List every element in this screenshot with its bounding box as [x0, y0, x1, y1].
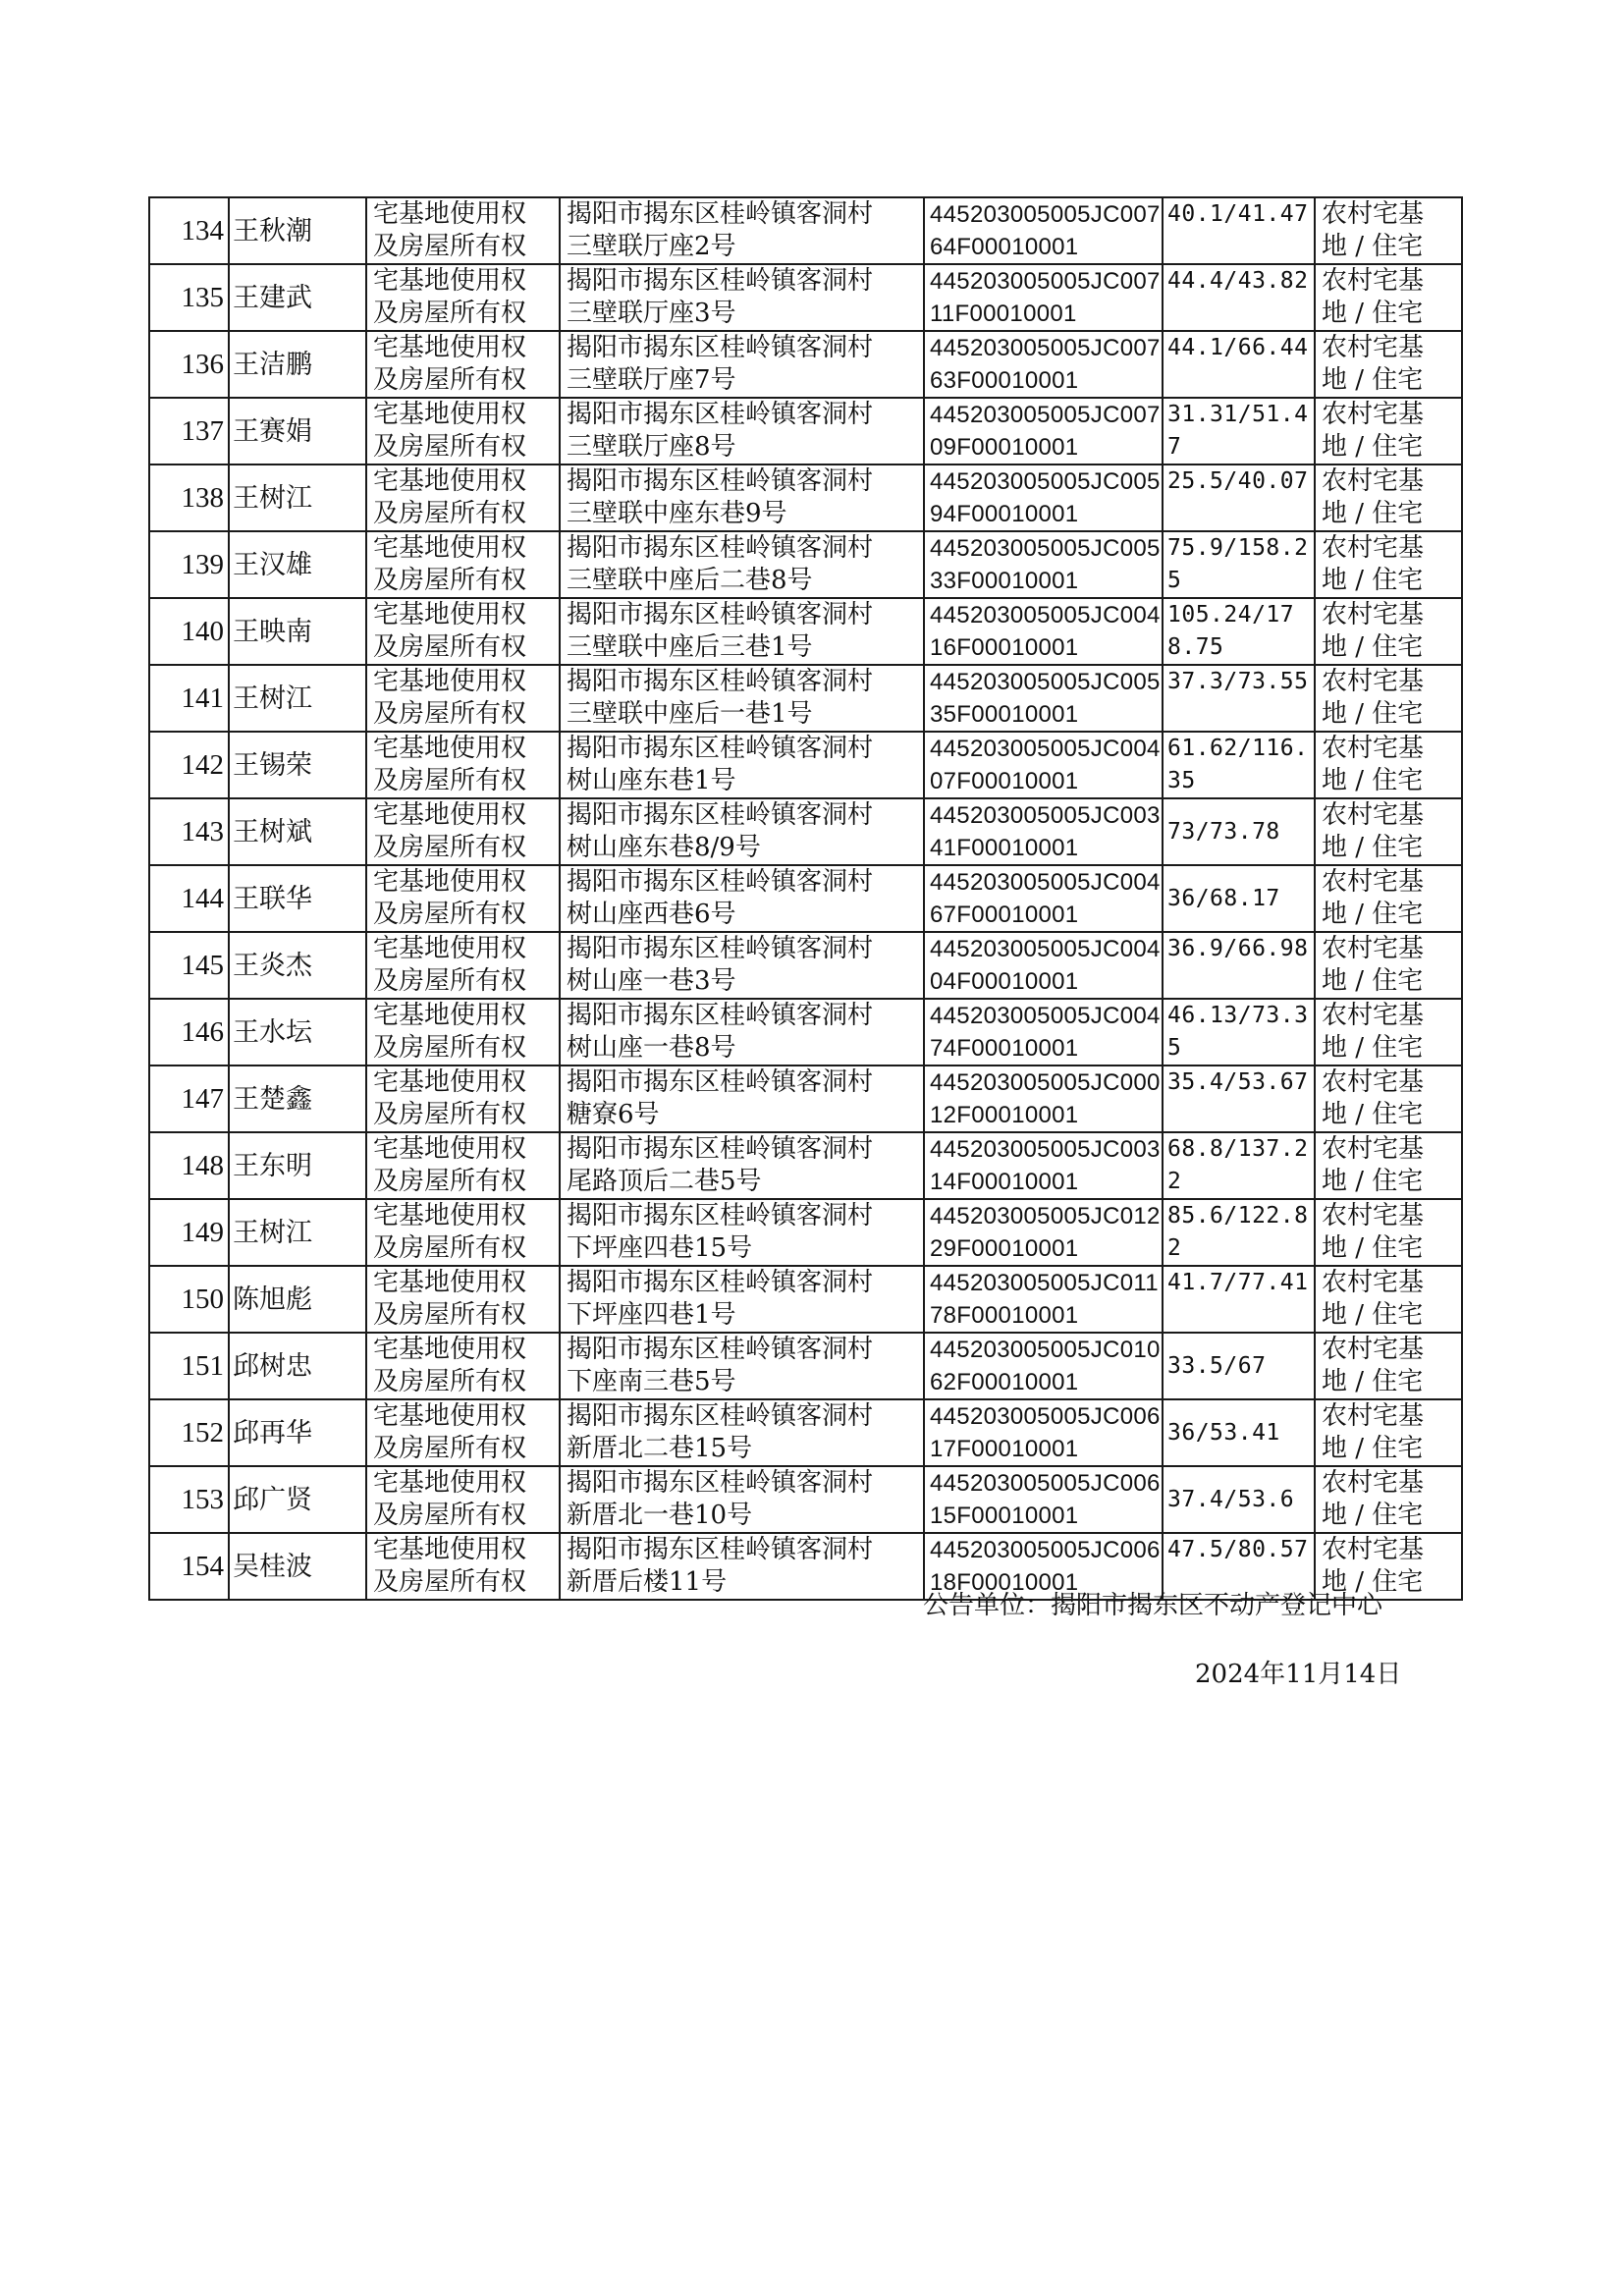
- property-address: 揭阳市揭东区桂岭镇客洞村 树山座一巷3号: [560, 932, 924, 999]
- unit-number: 445203005005JC00341F00010001: [924, 798, 1163, 865]
- owner-name: 王树江: [229, 1199, 366, 1266]
- area-value: 75.9/158.25: [1163, 531, 1315, 598]
- land-use: 农村宅基 地 / 住宅: [1315, 1399, 1462, 1466]
- area-value: 36/53.41: [1163, 1399, 1315, 1466]
- right-type: 宅基地使用权 及房屋所有权: [366, 598, 560, 665]
- row-number: 148: [149, 1132, 229, 1199]
- property-address: 揭阳市揭东区桂岭镇客洞村 三壁联中座东巷9号: [560, 464, 924, 531]
- unit-number: 445203005005JC00535F00010001: [924, 665, 1163, 732]
- right-type: 宅基地使用权 及房屋所有权: [366, 1066, 560, 1132]
- row-number: 138: [149, 464, 229, 531]
- right-type: 宅基地使用权 及房屋所有权: [366, 264, 560, 331]
- area-value: 85.6/122.82: [1163, 1199, 1315, 1266]
- land-use: 农村宅基 地 / 住宅: [1315, 1132, 1462, 1199]
- table-row: [149, 1199, 1462, 1266]
- table-row: [149, 1399, 1462, 1466]
- table-row: [149, 331, 1462, 398]
- unit-number: 445203005005JC00404F00010001: [924, 932, 1163, 999]
- property-address: 揭阳市揭东区桂岭镇客洞村 新厝北二巷15号: [560, 1399, 924, 1466]
- owner-name: 王东明: [229, 1132, 366, 1199]
- row-number: 134: [149, 197, 229, 264]
- property-address: 揭阳市揭东区桂岭镇客洞村 树山座东巷1号: [560, 732, 924, 798]
- owner-name: 王洁鹏: [229, 331, 366, 398]
- land-use: 农村宅基 地 / 住宅: [1315, 999, 1462, 1066]
- area-value: 33.5/67: [1163, 1333, 1315, 1399]
- table-row: [149, 865, 1462, 932]
- unit-number: 445203005005JC00012F00010001: [924, 1066, 1163, 1132]
- property-address: 揭阳市揭东区桂岭镇客洞村 下坪座四巷15号: [560, 1199, 924, 1266]
- owner-name: 王树江: [229, 665, 366, 732]
- right-type: 宅基地使用权 及房屋所有权: [366, 1399, 560, 1466]
- right-type: 宅基地使用权 及房屋所有权: [366, 732, 560, 798]
- right-type: 宅基地使用权 及房屋所有权: [366, 865, 560, 932]
- right-type: 宅基地使用权 及房屋所有权: [366, 999, 560, 1066]
- land-use: 农村宅基 地 / 住宅: [1315, 1066, 1462, 1132]
- table-row: [149, 197, 1462, 264]
- table-row: [149, 932, 1462, 999]
- right-type: 宅基地使用权 及房屋所有权: [366, 1533, 560, 1600]
- right-type: 宅基地使用权 及房屋所有权: [366, 464, 560, 531]
- row-number: 151: [149, 1333, 229, 1399]
- row-number: 146: [149, 999, 229, 1066]
- table-row: [149, 1266, 1462, 1333]
- land-use: 农村宅基 地 / 住宅: [1315, 331, 1462, 398]
- land-use: 农村宅基 地 / 住宅: [1315, 1466, 1462, 1533]
- owner-name: 王树斌: [229, 798, 366, 865]
- right-type: 宅基地使用权 及房屋所有权: [366, 1132, 560, 1199]
- property-address: 揭阳市揭东区桂岭镇客洞村 三壁联厅座3号: [560, 264, 924, 331]
- owner-name: 王建武: [229, 264, 366, 331]
- registration-notice-table: [148, 196, 1463, 1601]
- property-address: 揭阳市揭东区桂岭镇客洞村 三壁联厅座7号: [560, 331, 924, 398]
- table-row: [149, 1333, 1462, 1399]
- area-value: 73/73.78: [1163, 798, 1315, 865]
- owner-name: 王锡荣: [229, 732, 366, 798]
- right-type: 宅基地使用权 及房屋所有权: [366, 798, 560, 865]
- unit-number: 445203005005JC00764F00010001: [924, 197, 1163, 264]
- right-type: 宅基地使用权 及房屋所有权: [366, 1199, 560, 1266]
- owner-name: 王秋潮: [229, 197, 366, 264]
- unit-number: 445203005005JC00711F00010001: [924, 264, 1163, 331]
- area-value: 61.62/116.35: [1163, 732, 1315, 798]
- right-type: 宅基地使用权 及房屋所有权: [366, 665, 560, 732]
- unit-number: 445203005005JC00617F00010001: [924, 1399, 1163, 1466]
- land-use: 农村宅基 地 / 住宅: [1315, 464, 1462, 531]
- row-number: 135: [149, 264, 229, 331]
- property-address: 揭阳市揭东区桂岭镇客洞村 糖寮6号: [560, 1066, 924, 1132]
- unit-number: 445203005005JC01229F00010001: [924, 1199, 1163, 1266]
- row-number: 150: [149, 1266, 229, 1333]
- area-value: 68.8/137.22: [1163, 1132, 1315, 1199]
- land-use: 农村宅基 地 / 住宅: [1315, 798, 1462, 865]
- unit-number: 445203005005JC00533F00010001: [924, 531, 1163, 598]
- table-row: [149, 598, 1462, 665]
- owner-name: 王联华: [229, 865, 366, 932]
- area-value: 37.3/73.55: [1163, 665, 1315, 732]
- area-value: 41.7/77.41: [1163, 1266, 1315, 1333]
- row-number: 153: [149, 1466, 229, 1533]
- owner-name: 陈旭彪: [229, 1266, 366, 1333]
- unit-number: 445203005005JC00416F00010001: [924, 598, 1163, 665]
- land-use: 农村宅基 地 / 住宅: [1315, 1266, 1462, 1333]
- row-number: 149: [149, 1199, 229, 1266]
- area-value: 47.5/80.57: [1163, 1533, 1315, 1600]
- owner-name: 邱再华: [229, 1399, 366, 1466]
- area-value: 44.4/43.82: [1163, 264, 1315, 331]
- table-row: [149, 1466, 1462, 1533]
- table-row: [149, 531, 1462, 598]
- property-address: 揭阳市揭东区桂岭镇客洞村 三壁联中座后二巷8号: [560, 531, 924, 598]
- owner-name: 邱广贤: [229, 1466, 366, 1533]
- unit-number: 445203005005JC00615F00010001: [924, 1466, 1163, 1533]
- land-use: 农村宅基 地 / 住宅: [1315, 1199, 1462, 1266]
- area-value: 36/68.17: [1163, 865, 1315, 932]
- unit-number: 445203005005JC00618F00010001: [924, 1533, 1163, 1600]
- owner-name: 邱树忠: [229, 1333, 366, 1399]
- property-address: 揭阳市揭东区桂岭镇客洞村 三壁联中座后一巷1号: [560, 665, 924, 732]
- row-number: 137: [149, 398, 229, 464]
- property-address: 揭阳市揭东区桂岭镇客洞村 三壁联中座后三巷1号: [560, 598, 924, 665]
- right-type: 宅基地使用权 及房屋所有权: [366, 1266, 560, 1333]
- right-type: 宅基地使用权 及房屋所有权: [366, 531, 560, 598]
- land-use: 农村宅基 地 / 住宅: [1315, 598, 1462, 665]
- row-number: 144: [149, 865, 229, 932]
- property-address: 揭阳市揭东区桂岭镇客洞村 下坪座四巷1号: [560, 1266, 924, 1333]
- land-use: 农村宅基 地 / 住宅: [1315, 732, 1462, 798]
- table-row: [149, 464, 1462, 531]
- announcement-date: 2024年11月14日: [1195, 1660, 1402, 1689]
- property-address: 揭阳市揭东区桂岭镇客洞村 树山座东巷8/9号: [560, 798, 924, 865]
- unit-number: 445203005005JC01062F00010001: [924, 1333, 1163, 1399]
- unit-number: 445203005005JC00594F00010001: [924, 464, 1163, 531]
- owner-name: 王炎杰: [229, 932, 366, 999]
- land-use: 农村宅基 地 / 住宅: [1315, 197, 1462, 264]
- row-number: 136: [149, 331, 229, 398]
- area-value: 36.9/66.98: [1163, 932, 1315, 999]
- row-number: 141: [149, 665, 229, 732]
- table-row: [149, 264, 1462, 331]
- row-number: 140: [149, 598, 229, 665]
- land-use: 农村宅基 地 / 住宅: [1315, 398, 1462, 464]
- owner-name: 王水坛: [229, 999, 366, 1066]
- area-value: 35.4/53.67: [1163, 1066, 1315, 1132]
- unit-number: 445203005005JC00407F00010001: [924, 732, 1163, 798]
- area-value: 31.31/51.47: [1163, 398, 1315, 464]
- announcing-unit: 公告单位：揭阳市揭东区不动产登记中心: [923, 1591, 1383, 1620]
- area-value: 105.24/178.75: [1163, 598, 1315, 665]
- land-use: 农村宅基 地 / 住宅: [1315, 531, 1462, 598]
- area-value: 46.13/73.35: [1163, 999, 1315, 1066]
- property-address: 揭阳市揭东区桂岭镇客洞村 三壁联厅座2号: [560, 197, 924, 264]
- area-value: 37.4/53.6: [1163, 1466, 1315, 1533]
- right-type: 宅基地使用权 及房屋所有权: [366, 398, 560, 464]
- owner-name: 王楚鑫: [229, 1066, 366, 1132]
- unit-number: 445203005005JC00314F00010001: [924, 1132, 1163, 1199]
- right-type: 宅基地使用权 及房屋所有权: [366, 1333, 560, 1399]
- area-value: 40.1/41.47: [1163, 197, 1315, 264]
- row-number: 143: [149, 798, 229, 865]
- unit-number: 445203005005JC01178F00010001: [924, 1266, 1163, 1333]
- area-value: 44.1/66.44: [1163, 331, 1315, 398]
- unit-number: 445203005005JC00709F00010001: [924, 398, 1163, 464]
- row-number: 139: [149, 531, 229, 598]
- property-address: 揭阳市揭东区桂岭镇客洞村 下座南三巷5号: [560, 1333, 924, 1399]
- row-number: 142: [149, 732, 229, 798]
- property-address: 揭阳市揭东区桂岭镇客洞村 树山座西巷6号: [560, 865, 924, 932]
- row-number: 154: [149, 1533, 229, 1600]
- owner-name: 王映南: [229, 598, 366, 665]
- owner-name: 吴桂波: [229, 1533, 366, 1600]
- owner-name: 王赛娟: [229, 398, 366, 464]
- row-number: 152: [149, 1399, 229, 1466]
- land-use: 农村宅基 地 / 住宅: [1315, 1533, 1462, 1600]
- right-type: 宅基地使用权 及房屋所有权: [366, 331, 560, 398]
- property-address: 揭阳市揭东区桂岭镇客洞村 新厝北一巷10号: [560, 1466, 924, 1533]
- owner-name: 王树江: [229, 464, 366, 531]
- property-address: 揭阳市揭东区桂岭镇客洞村 新厝后楼11号: [560, 1533, 924, 1600]
- unit-number: 445203005005JC00467F00010001: [924, 865, 1163, 932]
- table-body: [149, 197, 1462, 1600]
- table-row: [149, 798, 1462, 865]
- land-use: 农村宅基 地 / 住宅: [1315, 665, 1462, 732]
- property-address: 揭阳市揭东区桂岭镇客洞村 树山座一巷8号: [560, 999, 924, 1066]
- table-row: [149, 999, 1462, 1066]
- table-row: [149, 1132, 1462, 1199]
- owner-name: 王汉雄: [229, 531, 366, 598]
- unit-number: 445203005005JC00474F00010001: [924, 999, 1163, 1066]
- area-value: 25.5/40.07: [1163, 464, 1315, 531]
- table-row: [149, 732, 1462, 798]
- right-type: 宅基地使用权 及房屋所有权: [366, 197, 560, 264]
- right-type: 宅基地使用权 及房屋所有权: [366, 1466, 560, 1533]
- property-address: 揭阳市揭东区桂岭镇客洞村 三壁联厅座8号: [560, 398, 924, 464]
- table-row: [149, 1066, 1462, 1132]
- row-number: 145: [149, 932, 229, 999]
- unit-number: 445203005005JC00763F00010001: [924, 331, 1163, 398]
- property-address: 揭阳市揭东区桂岭镇客洞村 尾路顶后二巷5号: [560, 1132, 924, 1199]
- land-use: 农村宅基 地 / 住宅: [1315, 932, 1462, 999]
- land-use: 农村宅基 地 / 住宅: [1315, 865, 1462, 932]
- land-use: 农村宅基 地 / 住宅: [1315, 264, 1462, 331]
- table-row: [149, 398, 1462, 464]
- land-use: 农村宅基 地 / 住宅: [1315, 1333, 1462, 1399]
- row-number: 147: [149, 1066, 229, 1132]
- table-row: [149, 665, 1462, 732]
- right-type: 宅基地使用权 及房屋所有权: [366, 932, 560, 999]
